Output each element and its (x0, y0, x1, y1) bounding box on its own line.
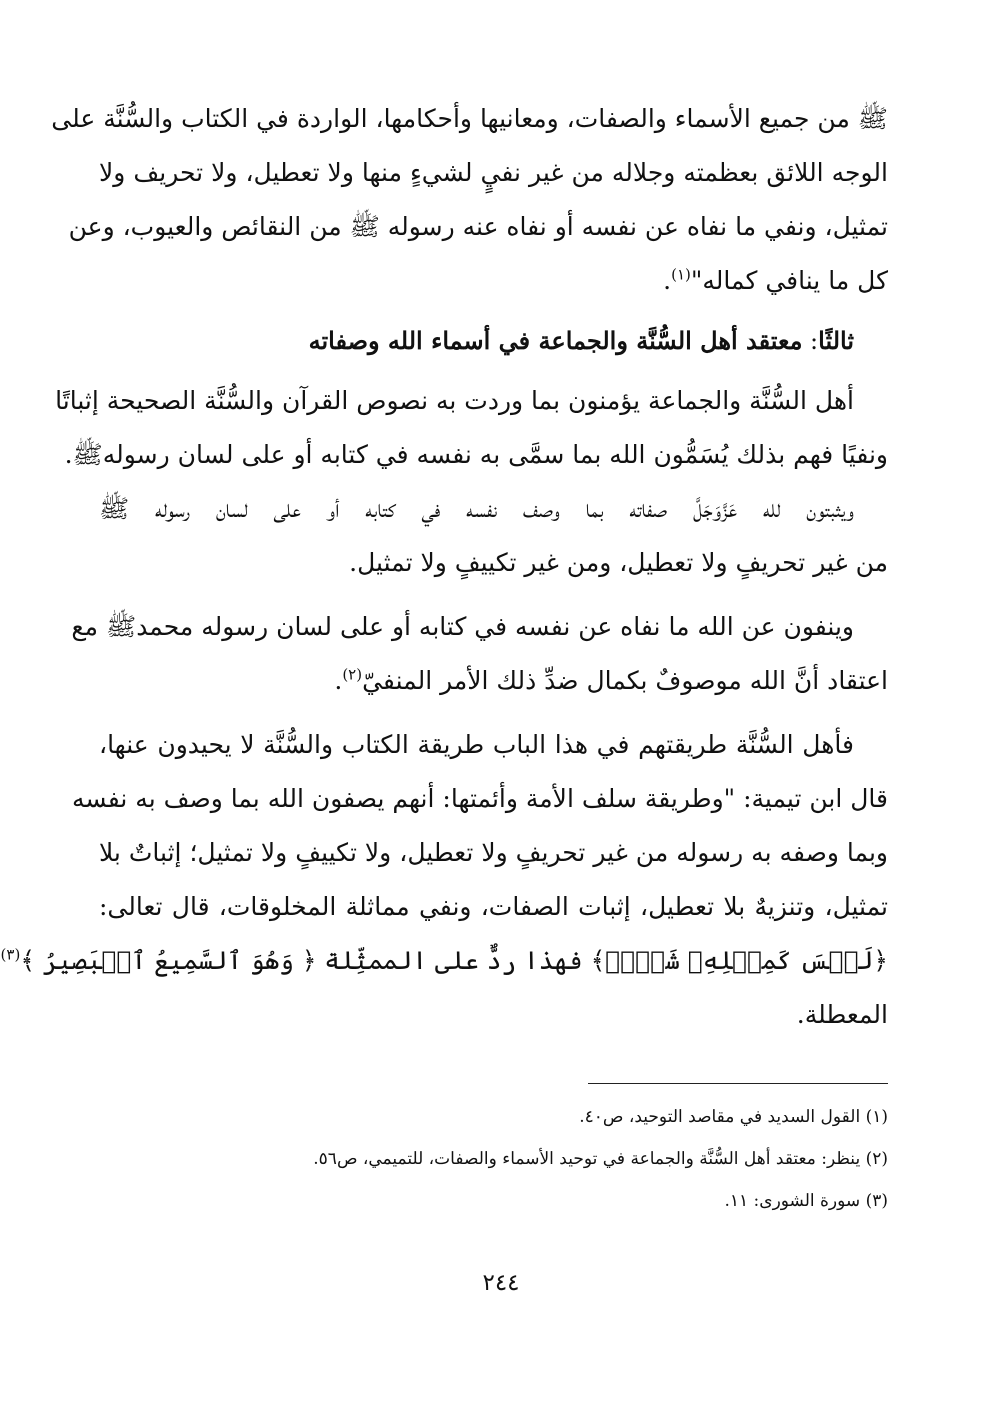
text-line: الوجه اللائق بعظمته وجلاله من غير نفيٍ لشيءٍ منها ولا تعطيل، ولا تحريف ولا (100, 158, 889, 187)
footnote-1: (١) القول السديد في مقاصد التوحيد، ص٤٠. (580, 1107, 889, 1127)
footnote-3: (٣) سورة الشورى: ١١. (725, 1191, 889, 1211)
page-body (1, 92, 889, 1042)
paragraph-3 (100, 482, 889, 590)
text-line (100, 654, 889, 708)
text-line: تمثيل، وتنزيهٌ بلا تعطيل، إثبات الصفات، ونفي مماثلة المخلوقات، قال تعالى: (100, 892, 889, 921)
text-line: تمثيل، ونفي ما نفاه عن نفسه أو نفاه عنه رسوله ﷺ من النقائص والعيوب، وعن (69, 212, 889, 241)
text-span: اعتقاد أنَّ الله موصوفٌ بكمال ضدِّ ذلك الأمر المنفيّ (363, 666, 889, 695)
text-line: ويثبتون لله عَزَّوَجَلَّ صفاته بما وصف نفسه في كتابه أو على لسان رسوله ﷺ (100, 494, 855, 523)
heading-separator: : (803, 327, 820, 355)
text-line: ﷺ من جميع الأسماء والصفات، ومعانيها وأحكامها، الواردة في الكتاب والسُّنَّة على (52, 104, 889, 133)
footnotes (100, 1096, 889, 1222)
footnote-ref-1[interactable]: (١) (672, 265, 692, 284)
text-line: ونفيًا فهم بذلك يُسَمُّون الله بما سمَّى به نفسه في كتابه أو على لسان رسولهﷺ. (65, 440, 889, 469)
heading-label: ثالثًا (819, 326, 855, 355)
footnote-divider (589, 1083, 889, 1084)
paragraph-2 (56, 374, 889, 482)
text-span: كل ما ينافي كماله" (691, 266, 889, 295)
paragraph-5 (1, 718, 889, 1042)
text-line: قال ابن تيمية: "وطريقة سلف الأمة وأئمتها: أنهم يصفون الله بما وصف به نفسه (73, 784, 889, 813)
text-line (1, 934, 889, 988)
text-line: أهل السُّنَّة والجماعة يؤمنون بما وردت به نصوص القرآن والسُّنَّة الصحيحة إثباتًا (56, 386, 855, 415)
text-line: من غير تحريفٍ ولا تعطيل، ومن غير تكييفٍ ولا تمثيل. (350, 548, 889, 577)
section-heading (100, 314, 889, 368)
text-line: وبما وصفه به رسوله من غير تحريفٍ ولا تعطيل، ولا تكييفٍ ولا تمثيل؛ إثباتٌ بلا (100, 838, 889, 867)
footnote-ref-3[interactable]: (٣) (1, 945, 22, 964)
text-span: . (664, 266, 673, 295)
text-line: وينفون عن الله ما نفاه عن نفسه في كتابه أو على لسان رسوله محمدﷺ مع (72, 612, 855, 641)
paragraph-4 (72, 600, 889, 708)
heading-text: معتقد أهل السُّنَّة والجماعة في أسماء الله وصفاته (309, 326, 804, 355)
footnote-2: (٢) ينظر: معتقد أهل السُّنَّة والجماعة في توحيد الأسماء والصفات، للتميمي، ص٥٦. (314, 1149, 889, 1169)
paragraph-1 (52, 92, 889, 308)
text-line (100, 254, 889, 308)
page-number: ٢٤٤ (483, 1270, 521, 1296)
quran-quote: ﴿لَيۡسَ كَمِثۡلِهِۦ شَيۡءٞ﴾ فهذا ردٌّ على الممثِّلة ﴿ وَهُوَ ٱلسَّمِيعُ ٱلۡبَصِيرُ ﴾ (21, 946, 889, 975)
text-line: فأهل السُّنَّة طريقتهم في هذا الباب طريقة الكتاب والسُّنَّة لا يحيدون عنها، (100, 730, 855, 759)
footnote-ref-2[interactable]: (٢) (343, 665, 364, 684)
text-line: المعطلة. (797, 1000, 889, 1029)
text-span: . (335, 666, 344, 695)
